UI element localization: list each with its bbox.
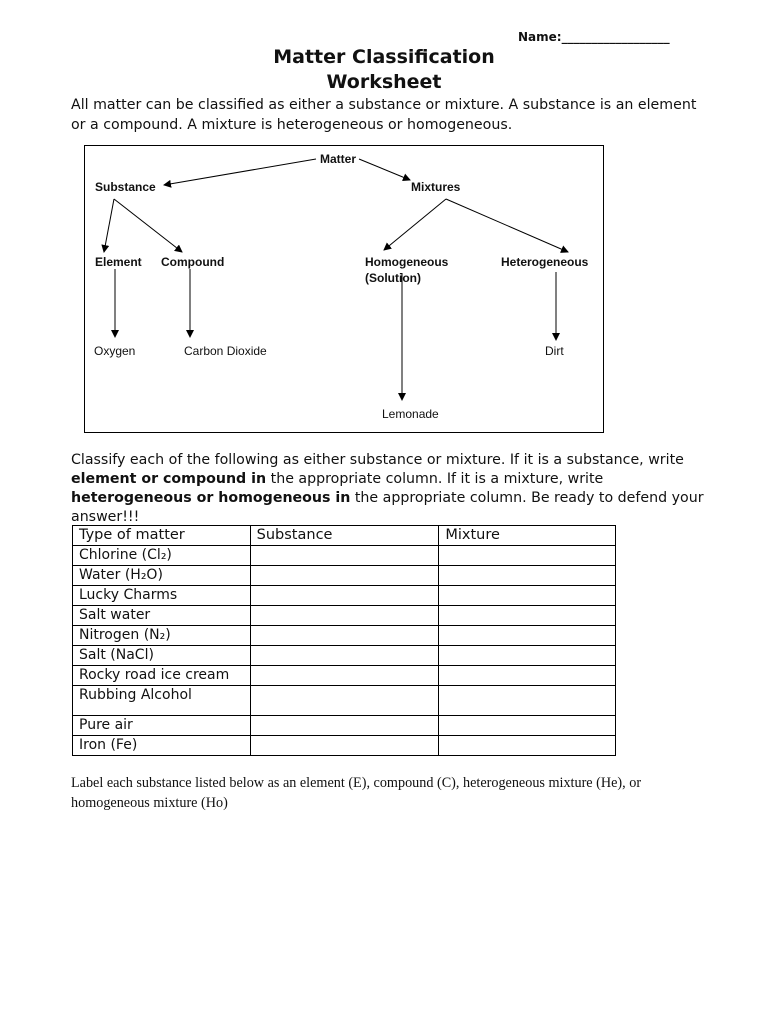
matter-name: Salt (NaCl) (73, 646, 251, 666)
name-field: Name:__________________ (518, 30, 670, 44)
substance-cell[interactable] (250, 546, 439, 566)
instr-part3: the appropriate column. Be ready to defend your answer!!! (71, 490, 704, 525)
arrow-matter-substance (164, 159, 316, 185)
substance-cell[interactable] (250, 736, 439, 756)
arrow-mixtures-heterogeneous (446, 199, 568, 252)
matter-name: Salt water (73, 606, 251, 626)
table-row (73, 626, 616, 646)
arrow-mixtures-homogeneous (384, 199, 446, 250)
intro-paragraph: All matter can be classified as either a substance or mixture. A substance is an element or a compound. A mixture is heterogeneous or homogeneous. (71, 97, 697, 133)
classification-table (72, 525, 616, 756)
header-substance: Substance (250, 526, 439, 546)
node-compound: Compound (161, 255, 225, 269)
mixture-cell[interactable] (439, 566, 616, 586)
mixture-cell[interactable] (439, 686, 616, 716)
arrow-matter-mixtures (359, 159, 410, 180)
table-row (73, 686, 616, 716)
example-lemonade: Lemonade (382, 407, 439, 421)
table-row (73, 586, 616, 606)
matter-name: Lucky Charms (73, 586, 251, 606)
mixture-cell[interactable] (439, 646, 616, 666)
table-row (73, 646, 616, 666)
example-dirt: Dirt (545, 344, 564, 358)
substance-cell[interactable] (250, 626, 439, 646)
classify-instructions (71, 451, 711, 527)
header-mixture: Mixture (439, 526, 616, 546)
table-row (73, 546, 616, 566)
table-header-row (73, 526, 616, 546)
mixture-cell[interactable] (439, 606, 616, 626)
instr-part1: Classify each of the following as either substance or mixture. If it is a substance, write (71, 452, 684, 468)
substance-cell[interactable] (250, 586, 439, 606)
node-mixtures: Mixtures (411, 180, 461, 194)
mixture-cell[interactable] (439, 666, 616, 686)
matter-name: Iron (Fe) (73, 736, 251, 756)
substance-cell[interactable] (250, 686, 439, 716)
table-row (73, 566, 616, 586)
node-heterogeneous: Heterogeneous (501, 255, 589, 269)
example-carbon-dioxide: Carbon Dioxide (184, 344, 267, 358)
matter-name: Nitrogen (N₂) (73, 626, 251, 646)
matter-name: Rubbing Alcohol (73, 686, 251, 716)
label-instructions: Label each substance listed below as an element (E), compound (C), heterogeneous mixture (He), or homogeneous mixture (Ho) (71, 775, 642, 811)
mixture-cell[interactable] (439, 626, 616, 646)
instr-bold1: element or compound in (71, 471, 267, 487)
diagram-border (85, 146, 604, 433)
instr-bold2: heterogeneous or homogeneous in (71, 490, 351, 506)
mixture-cell[interactable] (439, 586, 616, 606)
substance-cell[interactable] (250, 566, 439, 586)
node-element: Element (95, 255, 142, 269)
mixture-cell[interactable] (439, 736, 616, 756)
instr-part2: the appropriate column. If it is a mixture, write (266, 471, 604, 487)
matter-name: Chlorine (Cl₂) (73, 546, 251, 566)
table-row (73, 606, 616, 626)
matter-name: Pure air (73, 716, 251, 736)
matter-classification-diagram (84, 145, 604, 433)
arrow-substance-compound (114, 199, 182, 252)
table-row (73, 736, 616, 756)
mixture-cell[interactable] (439, 546, 616, 566)
substance-cell[interactable] (250, 716, 439, 736)
node-homogeneous: Homogeneous (365, 255, 449, 269)
arrow-substance-element (104, 199, 114, 252)
node-substance: Substance (95, 180, 156, 194)
substance-cell[interactable] (250, 606, 439, 626)
example-oxygen: Oxygen (94, 344, 136, 358)
table-row (73, 716, 616, 736)
node-solution: (Solution) (365, 271, 421, 285)
table-row (73, 666, 616, 686)
matter-name: Rocky road ice cream (73, 666, 251, 686)
page-title-line2: Worksheet (326, 71, 442, 93)
substance-cell[interactable] (250, 666, 439, 686)
matter-name: Water (H₂O) (73, 566, 251, 586)
mixture-cell[interactable] (439, 716, 616, 736)
header-type-of-matter: Type of matter (73, 526, 251, 546)
substance-cell[interactable] (250, 646, 439, 666)
page-title-line1: Matter Classification (273, 46, 495, 68)
node-matter: Matter (320, 152, 357, 166)
